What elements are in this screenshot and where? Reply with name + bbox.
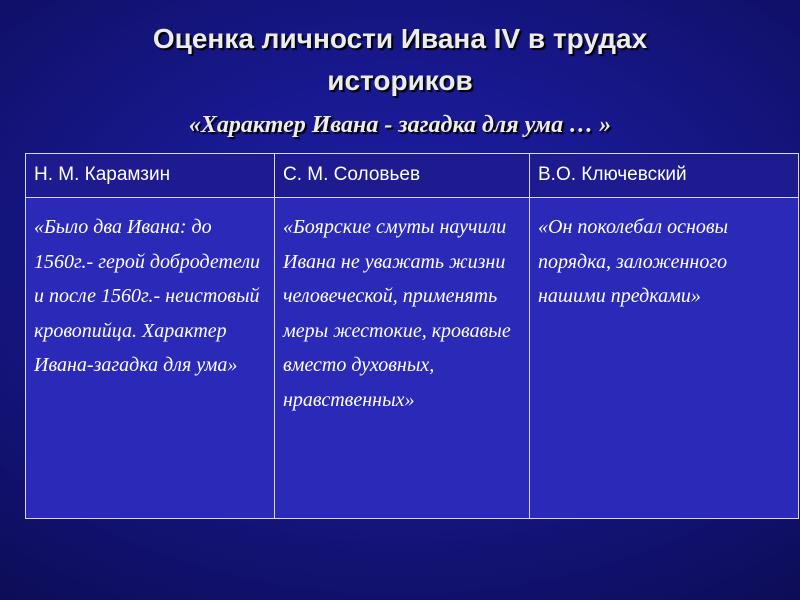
table-header-row: [26, 154, 799, 198]
table-row: [26, 198, 799, 519]
slide-title-line-1: Оценка личности Ивана IV в трудах: [152, 23, 648, 54]
quote-klyuchevsky: «Он поколебал основы порядка, заложенного нашими предками»: [530, 198, 799, 519]
slide-title-line-2: историков: [327, 65, 473, 96]
slide-subtitle: «Характер Ивана - загадка для ума … »: [188, 112, 612, 138]
header-solovyov: С. М. Соловьев: [275, 154, 530, 198]
quote-karamzin: «Было два Ивана: до 1560г.- герой добродетели и после 1560г.- неистовый кровопийца. Характер Ивана-загадка для ума»: [26, 198, 275, 519]
historians-table: [25, 153, 799, 519]
header-klyuchevsky: В.О. Ключевский: [530, 154, 799, 198]
header-karamzin: Н. М. Карамзин: [26, 154, 275, 198]
quote-solovyov: «Боярские смуты научили Ивана не уважать жизни человеческой, применять меры жестокие, кровавые вместо духовных, нравственных»: [275, 198, 530, 519]
